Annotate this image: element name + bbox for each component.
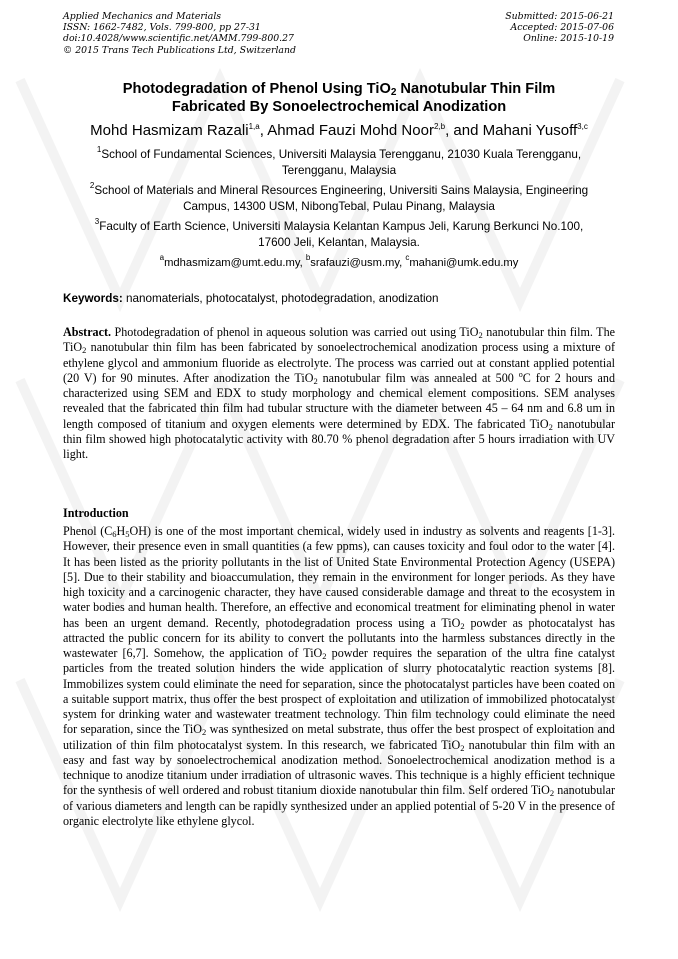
email-c-marker: c [405, 253, 410, 262]
publication-dates [505, 11, 614, 45]
author-separator: , [259, 122, 268, 139]
affiliation-1-marker: 1 [96, 145, 102, 154]
author-3-affil: 3,c [577, 122, 588, 131]
affiliation-3 [60, 219, 618, 250]
affiliation-2-line-1 [60, 183, 618, 199]
subscript: 2 [82, 345, 87, 356]
email-separator: , [299, 257, 306, 269]
journal-issn: ISSN: 1662-7482, Vols. 799-800, pp 27-31 [63, 22, 261, 34]
subscript: 2 [549, 788, 555, 799]
affiliation-3-text: Faculty of Earth Science, Universiti Malaysia Kelantan Kampus Jeli, Karung Berkunci No.100, [99, 220, 584, 233]
author-separator: , and [445, 122, 483, 139]
subscript: 2 [202, 727, 207, 738]
affiliation-2-text: School of Materials and Mineral Resources Engineering, Universiti Sains Malaysia, Engineering [94, 184, 589, 197]
journal-copyright: © 2015 Trans Tech Publications Ltd, Switzerland [63, 44, 296, 56]
affiliation-3-marker: 3 [94, 217, 100, 226]
journal-doi: doi:10.4028/www.scientific.net/AMM.799-800.27 [63, 33, 294, 45]
title-subscript: 2 [390, 87, 397, 98]
accepted-date: Accepted: 2015-07-06 [510, 22, 614, 34]
subscript: 5 [125, 529, 130, 539]
subscript: 2 [460, 742, 465, 753]
abstract-text: nanotubular thin film. The TiO [63, 325, 615, 355]
keywords-label: Keywords: [63, 292, 123, 305]
title-text-a: Photodegradation of Phenol Using TiO [122, 81, 391, 97]
abstract-text: nanotubular film was annealed at 500 [317, 370, 519, 385]
author-1-affil: 1,a [248, 122, 260, 131]
email-list [60, 253, 618, 271]
intro-text: powder requires the separation of the ultra fine catalyst particles from the treated solution hinders the wide application of slurry photocatalytic reaction systems [8]. Immobilizes system could eliminate the need for separation, since the photocatalyst particles have been coated on a suitable support matrix, thus offer the best prospect of exploitation and utilization of immobilized photocatalyst system for drinking water and wastewater treatment technology. Thin film technology could eliminate the need for separation, since the TiO [63, 646, 615, 737]
intro-text: nanotubular of various diameters and length can be rapidly synthesized under an applied potential of 5-20 V in the presence of organic electrolyte like ethylene glycol. [63, 783, 615, 828]
subscript: 2 [478, 330, 483, 340]
subscript: 6 [112, 529, 117, 539]
paper-title [60, 80, 618, 116]
journal-name: Applied Mechanics and Materials [63, 11, 222, 22]
affiliation-3-line-1 [60, 219, 618, 235]
affiliation-1-text: School of Fundamental Sciences, Universiti Malaysia Terengganu, 21030 Kuala Terengganu, [101, 148, 582, 161]
author-3: Mahani Yusoff [482, 122, 578, 139]
email-b-marker: b [305, 253, 311, 262]
abstract-text: nanotubular thin film has been fabricated by sonoelectrochemical anodization process using a mixture of ethylene glycol and ammonium fluoride as electrolyte. The process was carried out at constant applied potential (20 V) for 90 minutes. After anodization the TiO [63, 340, 615, 385]
email-b[interactable]: srafauzi@usm.my [310, 257, 400, 269]
intro-text: OH) is one of the most important chemical, widely used in industry as solvents and reagents [1-3]. However, their presence even in small quantities (a few ppms), can causes toxicity and foul odor to the water [4]. It has been listed as the priority pollutants in the list of United State Environmental Protection Agency (USEPA) [5]. Due to their stability and bioaccumulation, they remain in the environment for longer periods. As they have high toxicity and a carcinogenic character, they have caused considerable damage and threat to the ecosystem in water bodies and human health. Therefore, an effective and economical treatment for eliminating phenol in water has been an urgent demand. Recently, photodegradation process using a TiO [63, 524, 615, 630]
email-a[interactable]: mdhasmizam@umt.edu.my [164, 257, 300, 269]
affiliation-1-line-1 [60, 147, 618, 163]
email-a-marker: a [159, 253, 165, 262]
online-date: Online: 2015-10-19 [523, 33, 614, 45]
introduction-heading: Introduction [63, 506, 129, 520]
affiliation-1 [60, 147, 618, 178]
abstract-text: Photodegradation of phenol in aqueous solution was carried out using TiO [111, 325, 479, 339]
title-line-2: Fabricated By Sonoelectrochemical Anodization [171, 99, 507, 115]
journal-info [63, 11, 296, 56]
affiliation-1-line-2: Terengganu, Malaysia [281, 163, 397, 177]
subscript: 2 [460, 620, 465, 631]
affiliation-3-line-2: 17600 Jeli, Kelantan, Malaysia. [258, 235, 420, 249]
title-text-b: Nanotubular Thin Film [396, 81, 556, 97]
subscript: 2 [548, 421, 553, 432]
email-c[interactable]: mahani@umk.edu.my [409, 257, 519, 269]
abstract-paragraph [63, 325, 615, 462]
intro-text: Phenol (C [63, 524, 113, 538]
author-2-affil: 2,b [433, 122, 446, 131]
affiliation-2-marker: 2 [89, 181, 95, 190]
keywords-text: nanomaterials, photocatalyst, photodegradation, anodization [122, 292, 439, 305]
affiliation-2-line-2: Campus, 14300 USM, NibongTebal, Pulau Pinang, Malaysia [183, 199, 495, 213]
degree-superscript: o [518, 369, 523, 379]
abstract-label: Abstract. [63, 325, 112, 339]
author-list [40, 122, 638, 140]
abstract-text: nanotubular thin film showed high photocatalytic activity with 80.70 % phenol degradation after 5 hours irradiation with UV light. [63, 416, 615, 461]
intro-text: H [116, 524, 126, 538]
intro-text: powder as photocatalyst has attracted the public concern for its ability to convert the pollutants into the harmless substances directly in the wastewater [6,7]. Somehow, the application of TiO [63, 615, 615, 660]
intro-text: nanotubular thin film with an easy and fast way by sonoelectrochemical anodization method. Sonoelectrochemical anodization method is a technique to anodize titanium under irradiation of ultrasonic waves. This technique is a highly efficient technique for the synthesis of well ordered and robust titanium dioxide nanotubular thin film. Self ordered TiO [63, 737, 616, 798]
email-separator: , [399, 257, 406, 269]
introduction-paragraph [63, 524, 615, 829]
affiliation-2 [60, 183, 618, 214]
abstract-text: C for 2 hours and characterized using SEM and EDX to study morphology and chemical element compositions. SEM analyses revealed that the fabricated thin film had tubular structure with the diameter between 45 – 64 nm and 6.8 um in length composed of titanium and oxygen elements were determined by EDX. The fabricated TiO [63, 370, 615, 431]
subscript: 2 [313, 375, 318, 386]
submitted-date: Submitted: 2015-06-21 [505, 11, 614, 22]
subscript: 2 [322, 651, 327, 661]
author-1: Mohd Hasmizam Razali [90, 122, 249, 139]
title-line-1 [60, 80, 618, 98]
author-2: Ahmad Fauzi Mohd Noor [267, 122, 434, 139]
keywords [63, 291, 623, 306]
intro-text: was synthesized on metal substrate, thus offer the best prospect of exploitation and utilization of thin film photocatalyst system. In this research, we fabricated TiO [63, 722, 615, 752]
